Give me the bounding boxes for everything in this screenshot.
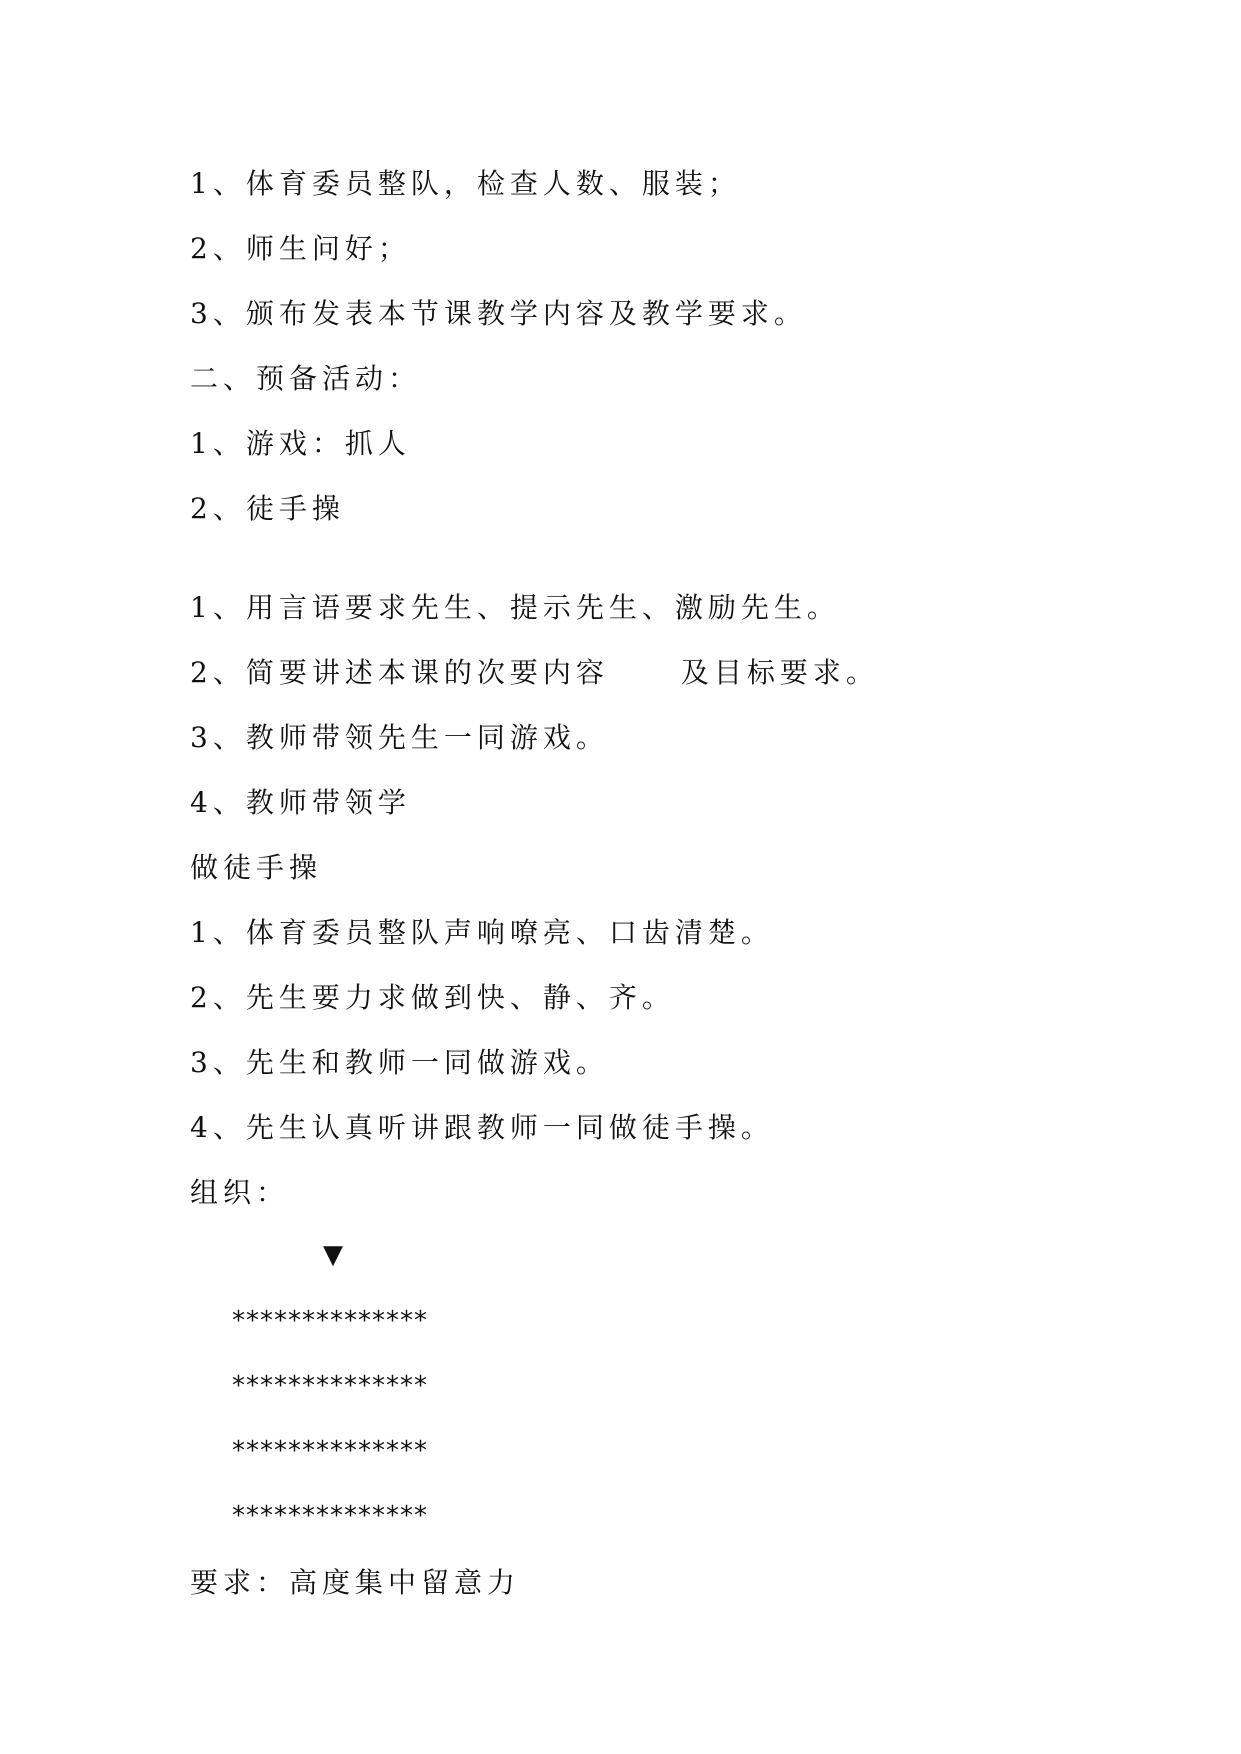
text-line: 2、先生要力求做到快、静、齐。 (190, 981, 675, 1014)
text-line: 1、体育委员整队声响嘹亮、口齿清楚。 (190, 916, 774, 949)
formation-row: ************** (232, 1436, 428, 1466)
text-line: 2、徒手操 (190, 492, 345, 525)
text-line (190, 655, 879, 691)
section-heading: 二、预备活动： (190, 362, 422, 395)
text-line: 3、教师带领先生一同游戏。 (190, 721, 609, 754)
text-line: 1、体育委员整队，检查人数、服装； (190, 167, 741, 200)
text-line: 组织： (190, 1176, 290, 1209)
formation-row: ************** (232, 1501, 428, 1531)
text-line: 1、用言语要求先生、提示先生、激励先生。 (190, 591, 840, 624)
text-line: 3、颁布发表本节课教学内容及教学要求。 (190, 297, 807, 330)
text-line: 要求：高度集中留意力 (190, 1566, 521, 1599)
text-line: 4、教师带领学 (190, 786, 411, 819)
text-line: 1、游戏：抓人 (190, 427, 411, 460)
text-segment: 及目标要求。 (680, 656, 879, 689)
text-line: 2、师生问好； (190, 232, 411, 265)
text-segment: 2、简要讲述本课的次要内容 (190, 656, 609, 689)
formation-row: ************** (232, 1371, 428, 1401)
text-line: 做徒手操 (190, 851, 323, 884)
formation-row: ************** (232, 1306, 428, 1336)
text-line: 4、先生认真听讲跟教师一同做徒手操。 (190, 1111, 774, 1144)
teacher-marker-icon: ▼ (323, 1240, 343, 1270)
text-line: 3、先生和教师一同做游戏。 (190, 1046, 609, 1079)
